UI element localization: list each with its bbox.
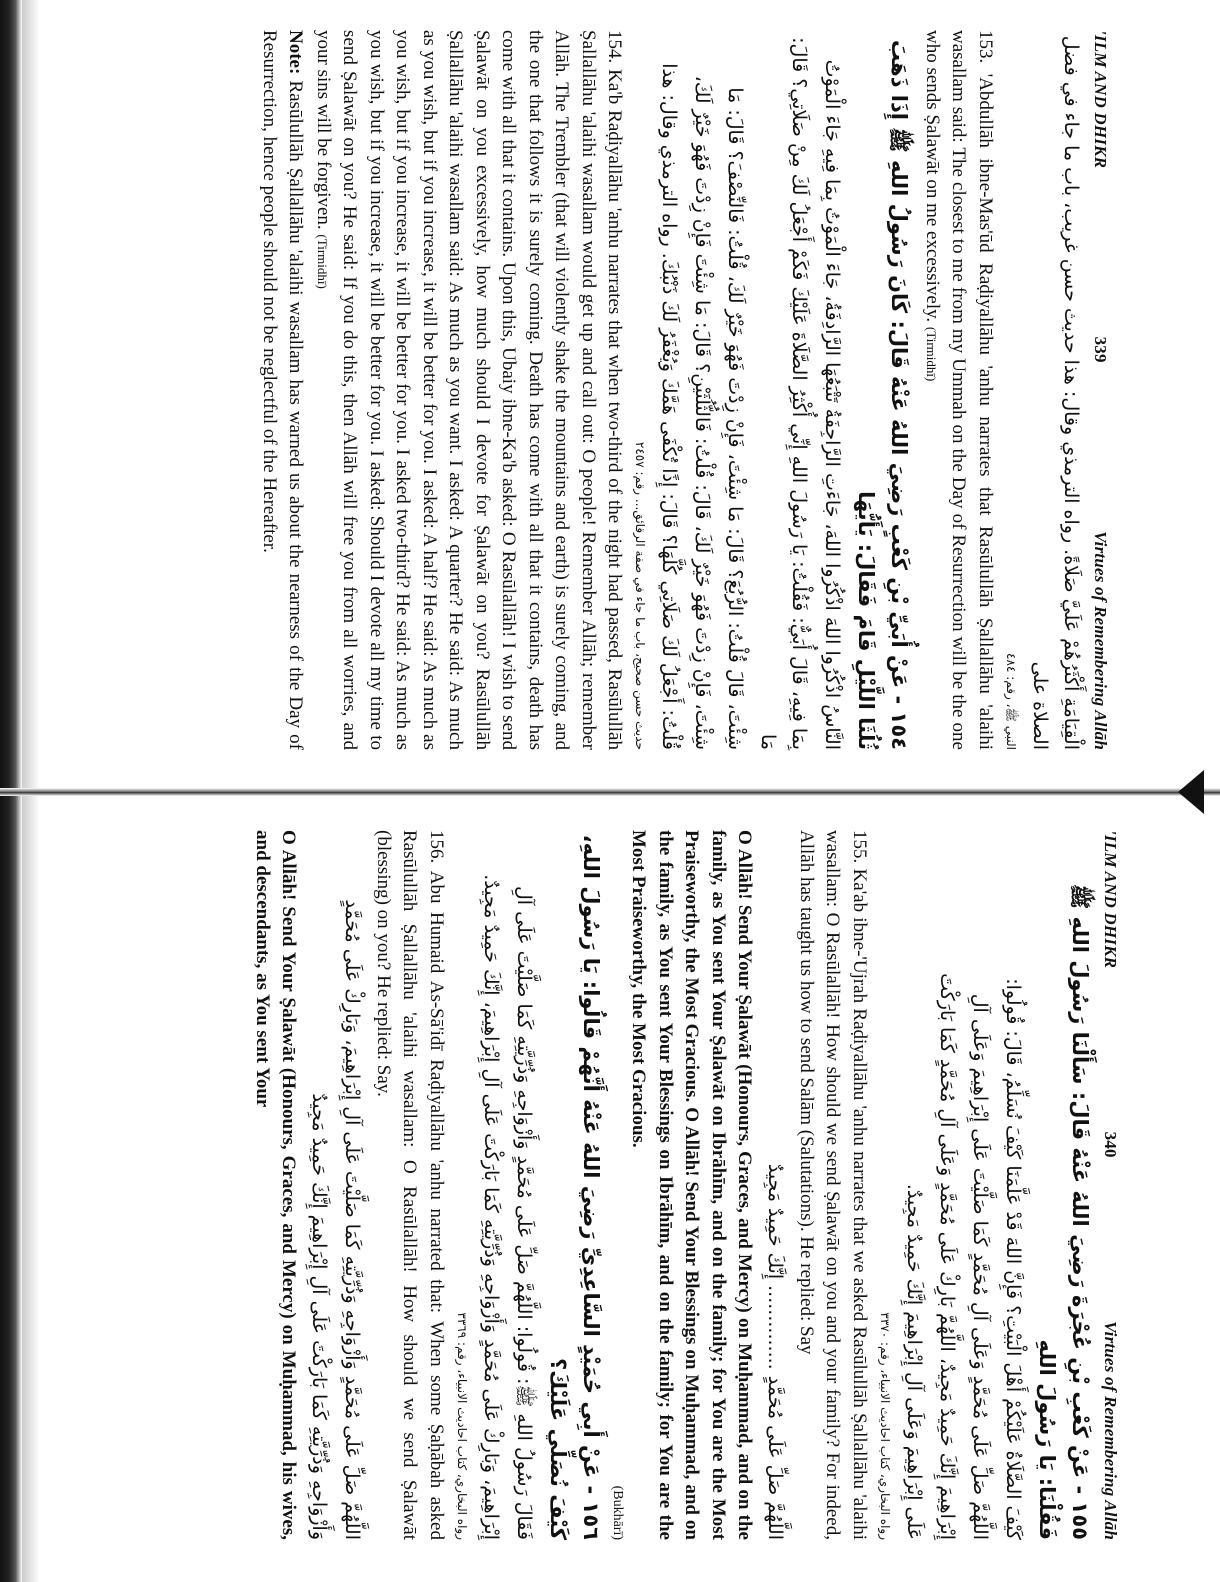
page-header bbox=[1100, 830, 1120, 1540]
header-left: 'ILM AND DHIKR bbox=[1091, 30, 1110, 169]
note-text: Rasūlullāh Ṣallallāhu 'alaihi wasallam has warned us about the nearness of the Day of Resurrection, hence people should not be neglectful of the Hereafter. bbox=[259, 30, 307, 751]
hadith-154-source: (Tirmidhī) bbox=[315, 234, 330, 289]
arabic-154-line-2: النَّاسُ اذْكُرُوا اللهَ اذْكُرُوا اللهَ، جَاءَتِ الرَّاجِفَةُ تَتْبَعُهَا الرَّادِفَةُ، جَاءَ الْمَوْتُ بِمَا فِيهِ جَاءَ الْمَوْتُ bbox=[821, 59, 844, 750]
arabic-155-line-1: ١٥٥ - عَنْ كَعْبِ بْنِ عُجْرَةَ رَضِيَ اللهُ عَنْهُ قَالَ: سَأَلْنَا رَسُولَ اللهِ ﷺ فَقُلْنَا: يَا رَسُولَ اللهِ bbox=[1035, 883, 1092, 1540]
arabic-156-short-line-2: وَأَزْوَاجِهِ وَذُرِّيَّتِهِ كَمَا بَارَكْتَ عَلَى آلِ إِبْرَاهِيمَ إِنَّكَ حَمِيدٌ مَجِيدٌ bbox=[308, 1093, 331, 1540]
hadith-154 bbox=[309, 30, 628, 750]
hadith-155: 155. Ka'ab ibne-'Ujrah Raḍiyallāhu 'anhu narrates that we asked Rasūlullāh Ṣallallāhu 'alaihi wasallam: O Rasūlallāh! How should we send Ṣalawāt on you and your family? For indeed, Allāh has taught us how to send Salām (Salutations). He replied: Say bbox=[796, 830, 870, 1540]
arabic-155-short: اللَّهُمَّ صَلِّ عَلَى مُحَمَّدٍ .............. إِنَّكَ حَمِيدٌ مَجِيدٌ bbox=[764, 1163, 787, 1540]
arabic-intro: الْقِيَامَةِ أَكْثَرُهُمْ عَلَيَّ صَلَاةً. رواه الترمذي وقال: هذا حديث حسن غريب، باب ما جاء في فضل الصلاة على bbox=[1029, 35, 1082, 750]
arabic-155-line-3: اللَّهُمَّ صَلِّ عَلَى مُحَمَّدٍ وَعَلَى آلِ مُحَمَّدٍ كَمَا صَلَّيْتَ عَلَى إِبْرَاهِيمَ وَعَلَى آلِ bbox=[969, 993, 991, 1540]
arabic-156-line-1: ١٥٦ - عَنْ أَبِي حُمَيْدٍ السَّاعِدِيِّ رَضِيَ اللهُ عَنْهُ أَنَّهُمْ قَالُوا: يَا رَسُولَ اللهِ، كَيْفَ نُصَلِّي عَلَيْكَ؟ bbox=[546, 834, 603, 1540]
header-right: Virtues of Remembering Allāh bbox=[1101, 1321, 1120, 1540]
arabic-154-line-6: قُلْتُ: أَجْعَلُ لَكَ صَلَاتِي كُلَّهَا؟ قَالَ: إِذًا تُكْفَى هَمَّكَ وَيُغْفَرُ لَكَ ذَنْبُكَ. رواه الترمذي وقال: هذا bbox=[658, 63, 681, 750]
arabic-155-ref: رواه البخاري، كتاب احاديث الانبياء، رقم: ٣٣٧٠ bbox=[878, 1312, 892, 1540]
note-label: Note: bbox=[285, 30, 307, 75]
arabic-154-line-3: بِمَا فِيهِ، قَالَ أُبَيٌّ: فَقُلْتُ: يَا رَسُولَ اللهِ إِنِّي أُكْثِرُ الصَّلَاةَ عَلَيْكَ فَكَمْ أَجْعَلُ لَكَ مِنْ صَلَاتِي؟ قَالَ: مَا bbox=[757, 37, 811, 750]
arabic-155-line-5: عَلَى إِبْرَاهِيمَ وَعَلَى آلِ إِبْرَاهِيمَ إِنَّكَ حَمِيدٌ مَجِيدٌ. bbox=[903, 1183, 925, 1540]
hadith-153-source: (Tirmidhī) bbox=[924, 326, 939, 382]
page-340 bbox=[100, 830, 1120, 1540]
hadith-153-text: 153. 'Abdullāh ibne-Mas'ūd Raḍiyallāhu 'anhu narrates that Rasūlullāh Ṣallallāhu 'alaihi wasallam said: The closest to me from my Ummah on the Day of Resurrection will be the one who sends Ṣalawāt on me excessively. bbox=[922, 30, 996, 750]
arabic-156-ref: رواه البخاري، كتاب احاديث الانبياء، رقم: ٣٣٦٩ bbox=[455, 1312, 469, 1540]
dua-156: O Allāh! Send Your Ṣalawāt (Honours, Graces, and Mercy) on Muḥammad, his wives, and descendants, as You sent Your bbox=[252, 830, 300, 1540]
arabic-156-line-2: فَقَالَ رَسُولُ اللهِ ﷺ: قُولُوا: اللَّهُمَّ صَلِّ عَلَى مُحَمَّدٍ وَأَزْوَاجِهِ وَذُرِّيَّتِهِ كَمَا صَلَّيْتَ عَلَى آلِ bbox=[513, 886, 535, 1540]
arabic-154-ref: حديث حسن صحيح، باب ما جاء في صفة الرقائق... رقم: ٢٤٥٧ bbox=[633, 441, 648, 750]
note bbox=[256, 30, 309, 750]
page-number: 340 bbox=[1101, 1131, 1120, 1158]
arabic-155-line-2: كَيْفَ الصَّلَاةُ عَلَيْكُمْ أَهْلَ الْبَيْتِ؟ فَإِنَّ اللهَ قَدْ عَلَّمَنَا كَيْفَ نُسَلِّمُ، قَالَ: قُولُوا: bbox=[1002, 978, 1024, 1540]
dua-155-source: (Bukhārī) bbox=[610, 1485, 625, 1540]
arabic-154-line-5: شِئْتَ، فَإِنْ زِدْتَ فَهُوَ خَيْرٌ لَكَ، قَالَ: قُلْتُ: فَالثُّلُثَيْنِ؟ قَالَ: مَا شِئْتَ فَإِنْ زِدْتَ فَهُوَ خَيْرٌ لَكَ، bbox=[691, 75, 714, 750]
hadith-154-text: 154. Ka'b Raḍiyallāhu 'anhu narrates that when two-third of the night had passed, Rasūlullāh Ṣallallāhu 'alaihi wasallam would get up and call out: O people! Remember Allāh; remember Allāh. The Trembler (that will violently shake the mountains and earth) is surely coming, and the one that follows it is surely coming. Death has come with all that it contains, death has come with all that it contains. Upon this, Ubaiy ibne-Ka'b asked: O Rasūlallāh! I wish to send Ṣalawāt on you excessively, how much should I devote for Ṣalawāt on you? Rasūlullāh Ṣallallāhu 'alaihi wasallam said: As much as you want. I asked: A quarter? He said: As much as you wish, but if you increase, it will be better for you. I asked: A half? He said: As much as you wish, but if you increase, it will be better for you. I asked two-third? He said: As much as you wish, but if you increase, it will be better for you. I asked: Should I devote all my time to send Ṣalawāt on you? He said: If you do this, then Allāh will free you from all worries, and your sins will be forgiven. bbox=[313, 30, 626, 750]
arabic-154-line-1: ١٥٤ - عَنْ أُبَيِّ بْنِ كَعْبٍ رَضِيَ اللهُ عَنْهُ قَالَ: كَانَ رَسُولُ اللهِ ﷺ إِذَا ذَهَبَ ثُلُثَا اللَّيْلِ قَامَ فَقَالَ: يَأَيُّهَا bbox=[854, 39, 912, 750]
arabic-155-line-4: إِبْرَاهِيمَ إِنَّكَ حَمِيدٌ مَجِيدٌ، اللَّهُمَّ بَارِكْ عَلَى مُحَمَّدٍ وَعَلَى آلِ مُحَمَّدٍ كَمَا بَارَكْتَ bbox=[936, 973, 958, 1540]
hadith-156: 156. Abu Humaid As-Sā'idī Raḍiyallāhu 'anhu narrated that: When some Ṣaḥābah asked Rasūlullāh Ṣallallāhu 'alaihi wasallam: O Rasūlallāh! How should we send Ṣalawāt (blessing) on you? He replied: Say. bbox=[373, 830, 447, 1540]
dua-155: O Allāh! Send Your Ṣalawāt (Honours, Graces, and Mercy) on Muḥammad, and on the family, as You sent Your Ṣalawāt on Ibrāhīm, and on the family; for You are the Most Praiseworthy, the Most Gracious. O Allāh! Send Your Blessings on Muḥammad, and on the family, as You sent Your Blessings on Ibrāhīm, and on the family; for You are the Most Praiseworthy, the Most Gracious. bbox=[628, 830, 756, 1540]
header-left: 'ILM AND DHIKR bbox=[1101, 830, 1120, 969]
page-339 bbox=[110, 30, 1110, 750]
page-fold-line bbox=[0, 788, 1220, 796]
arabic-154-line-4: شِئْتَ، قَالَ قُلْتُ: الرُّبُعَ؟ قَالَ: مَا شِئْتَ، فَإِنْ زِدْتَ فَهُوَ خَيْرٌ لَكَ، قُلْتُ: فَالنِّصْفَ؟ قَالَ: مَا bbox=[724, 87, 747, 750]
arabic-intro-ref: النبي ﷺ، رقم: ٤٨٤ bbox=[1004, 653, 1018, 750]
page-number: 339 bbox=[1091, 336, 1110, 363]
arabic-156-short-line-1: اللَّهُمَّ صَلِّ عَلَى مُحَمَّدٍ وَأَزْوَاجِهِ وَذُرِّيَّتِهِ كَمَا صَلَّيْتَ عَلَى آلِ إِبْرَاهِيمَ، وَبَارِكْ عَلَى مُحَمَّدٍ bbox=[341, 899, 364, 1540]
header-right: Virtues of Remembering Allāh bbox=[1091, 531, 1110, 750]
hadith-153 bbox=[918, 30, 999, 750]
page-header bbox=[1090, 30, 1110, 750]
page-fold-tip bbox=[1178, 770, 1204, 814]
arabic-156-line-3: إِبْرَاهِيمَ، وَبَارِكْ عَلَى مُحَمَّدٍ وَأَزْوَاجِهِ وَذُرِّيَّتِهِ كَمَا بَارَكْتَ عَلَى آلِ إِبْرَاهِيمَ، إِنَّكَ حَمِيدٌ مَجِيدٌ. bbox=[480, 874, 502, 1540]
